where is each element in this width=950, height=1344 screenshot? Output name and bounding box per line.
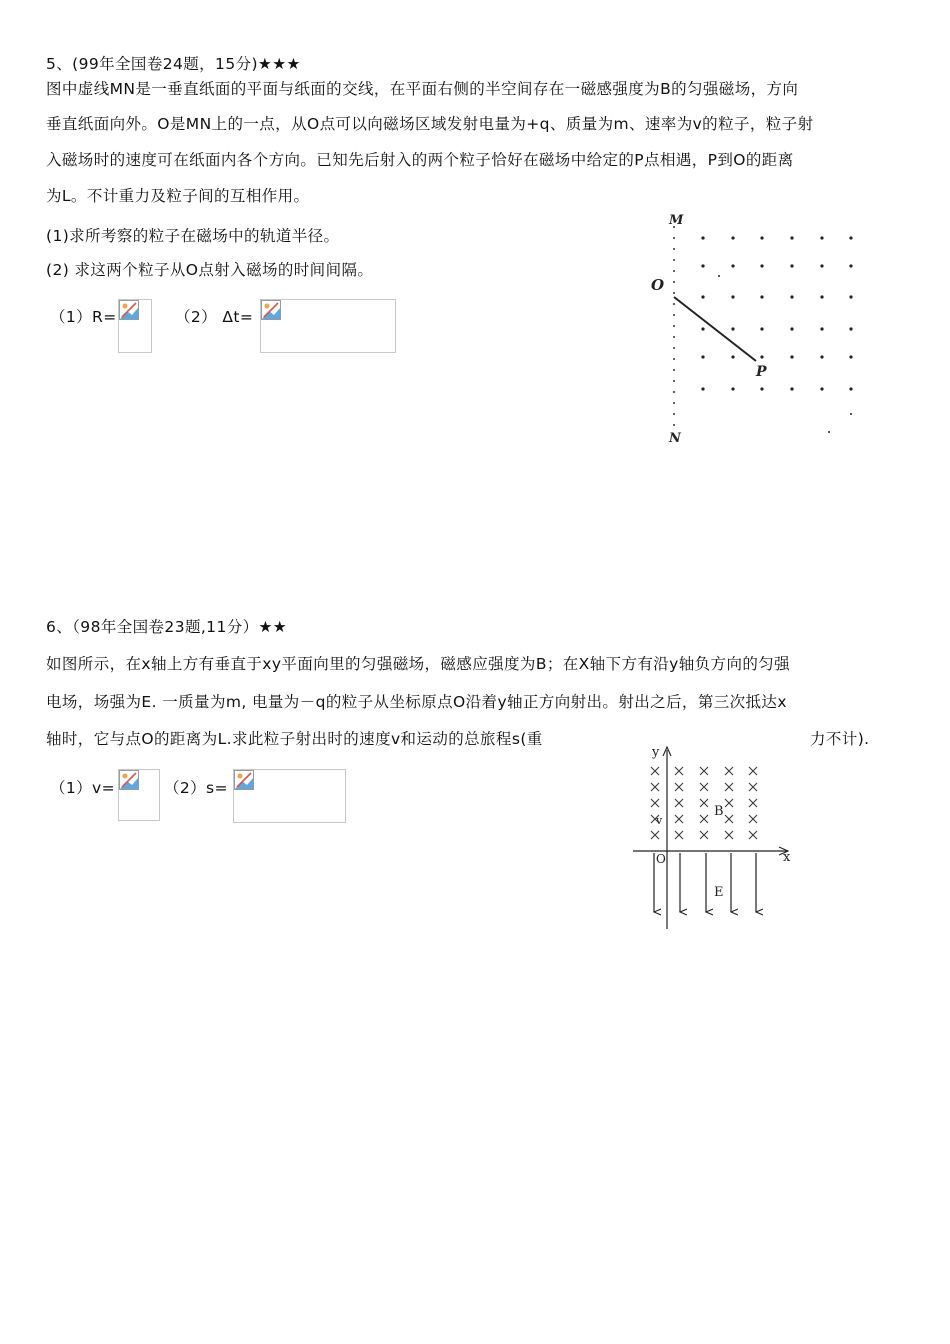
problem5-answer1-box[interactable] (118, 299, 152, 353)
problem5-text-line-4: 为L。不计重力及粒子间的互相作用。 (46, 187, 310, 205)
problem6-answer1-box[interactable] (118, 769, 160, 821)
problem5-header: 5、(99年全国卷24题，15分)★★★ (46, 55, 301, 73)
broken-image-icon (119, 770, 139, 790)
broken-image-icon (261, 300, 281, 320)
label-v: v (656, 814, 663, 827)
label-o: O (656, 852, 666, 866)
problem6-answer2-label: （2）s= (164, 779, 228, 797)
problem5-text-line-1: 图中虚线MN是一垂直纸面的平面与纸面的交线，在平面右侧的半空间存在一磁感强度为B的匀强磁场，方向 (46, 80, 799, 98)
label-m: M (669, 213, 684, 228)
problem6-answer1-label: （1）v= (50, 779, 116, 797)
label-b: B (714, 804, 724, 819)
problem6-figure (630, 742, 800, 932)
problem6-header: 6、（98年全国卷23题,11分）★★ (46, 618, 288, 636)
problem5-answer2-box[interactable] (260, 299, 396, 353)
problem5-text-line-2: 垂直纸面向外。O是MN上的一点，从O点可以向磁场区域发射电量为+q、质量为m、速率为v的粒子，粒子射 (46, 115, 814, 133)
problem5-answer1-label: （1）R= (50, 308, 117, 326)
problem6-text-line-1: 如图所示，在x轴上方有垂直于xy平面向里的匀强磁场，磁感应强度为B；在X轴下方有沿y轴负方向的匀强 (46, 655, 791, 673)
label-o: O (651, 276, 665, 294)
problem5-question-2: (2) 求这两个粒子从O点射入磁场的时间间隔。 (46, 261, 374, 279)
problem5-question-1: (1)求所考察的粒子在磁场中的轨道半径。 (46, 227, 340, 245)
problem6-text-tail: 力不计). (810, 730, 870, 748)
label-n: N (669, 431, 681, 446)
label-x: x (783, 850, 791, 865)
problem6-text-line-3: 轴时，它与点O的距离为L.求此粒子射出时的速度v和运动的总旅程s(重 (46, 730, 543, 748)
problem5-figure (640, 208, 870, 448)
electric-field-arrows (654, 853, 756, 912)
label-p: P (756, 364, 767, 380)
problem6-answer2-box[interactable] (233, 769, 346, 823)
op-segment (674, 297, 756, 361)
broken-image-icon (234, 770, 254, 790)
problem5-text-line-3: 入磁场时的速度可在纸面内各个方向。已知先后射入的两个粒子恰好在磁场中给定的P点相遇，P到O的距离 (46, 151, 794, 169)
label-y: y (652, 745, 660, 760)
label-e: E (714, 885, 724, 900)
magnetic-field-dots (701, 236, 852, 433)
broken-image-icon (119, 300, 139, 320)
problem6-text-line-2: 电场，场强为E. 一质量为m, 电量为－q的粒子从坐标原点O沿着y轴正方向射出。射出之后，第三次抵达x (46, 693, 787, 711)
problem5-answer2-label: （2） Δt= (175, 308, 254, 326)
